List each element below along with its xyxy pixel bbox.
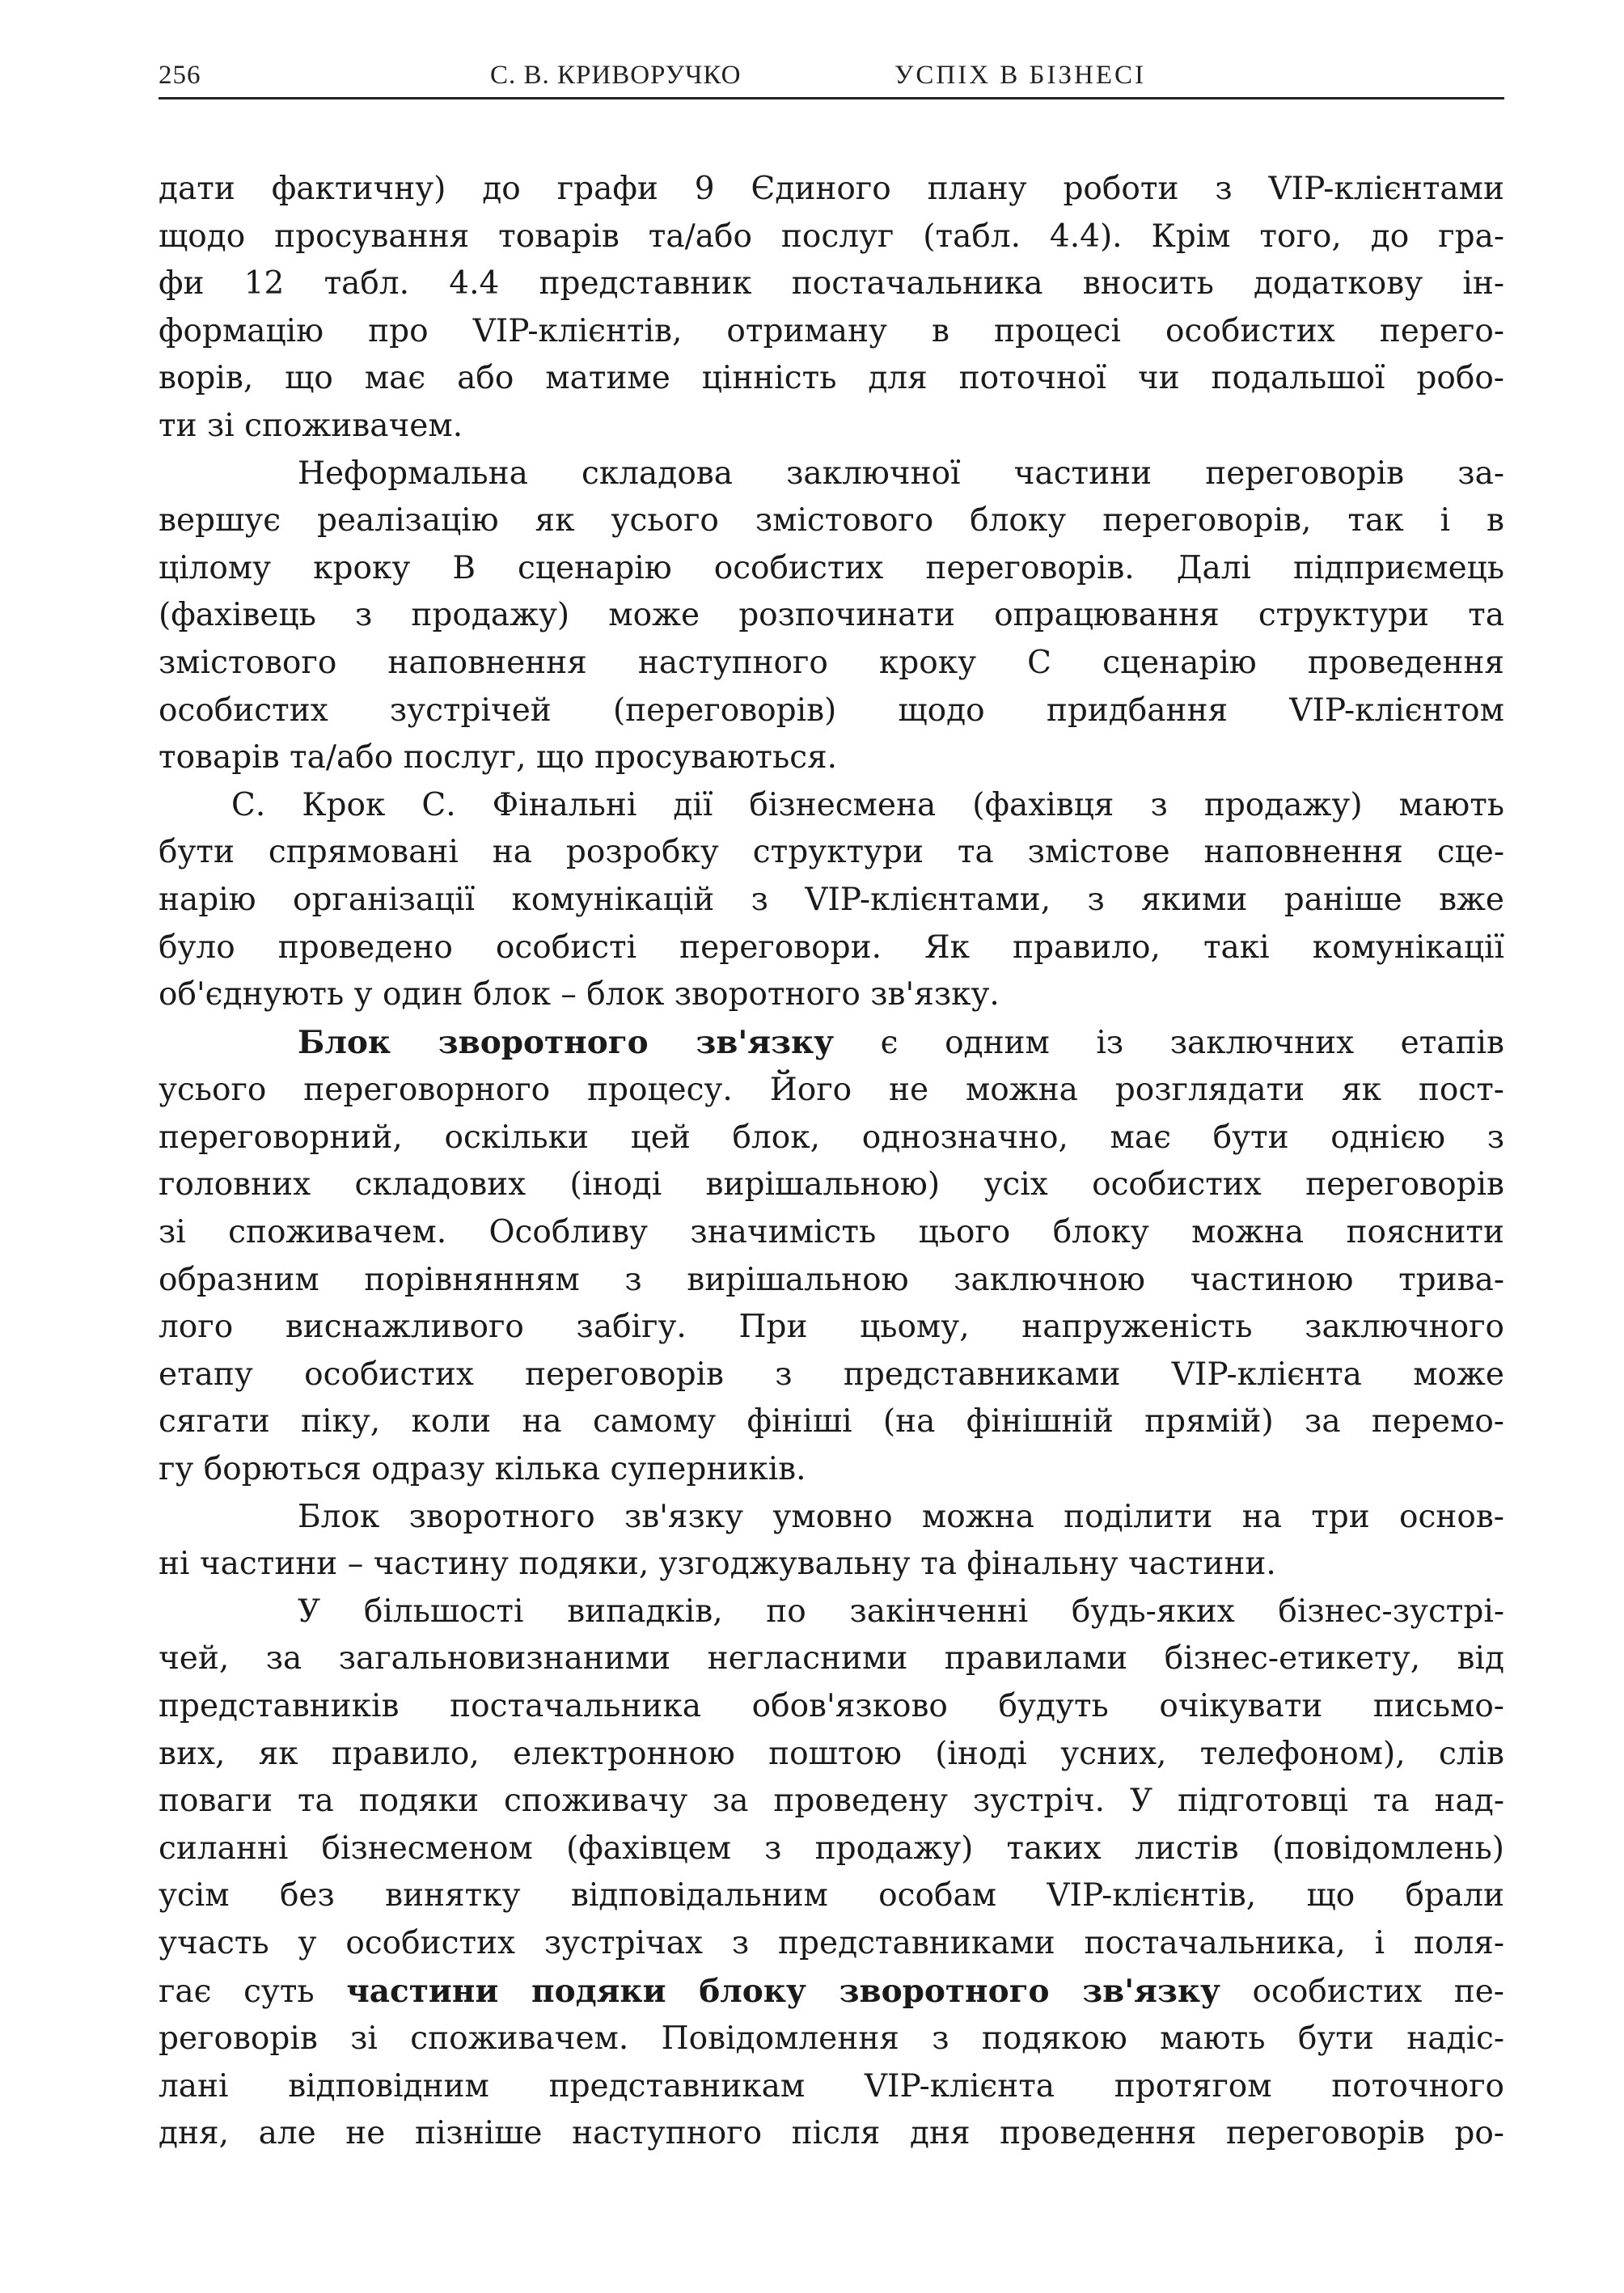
text-line: змістового наповнення наступного кроку С сценарію проведення	[159, 644, 1504, 681]
text-line: сягати піку, коли на самому фініші (на фінішній прямій) за перемо-	[159, 1403, 1504, 1441]
text-line: ти зі споживачем.	[159, 407, 463, 444]
text-line: дня, але не пізніше наступного після дня проведення переговорів ро-	[159, 2115, 1504, 2152]
text-line: було проведено особисті переговори. Як правило, такі комунікації	[159, 929, 1504, 966]
paragraph	[159, 1494, 1504, 1589]
text-line: об'єднують у один блок – блок зворотного зв'язку.	[159, 976, 1000, 1013]
text-line: ні частини – частину подяки, узгоджувальну та фінальну частини.	[159, 1546, 1276, 1583]
text-line: силанні бізнесменом (фахівцем з продажу) таких листів (повідомлень)	[159, 1830, 1504, 1867]
text-line: дати фактичну) до графи 9 Єдиного плану роботи з VIP-клієнтами	[159, 171, 1504, 207]
text-line: цілому кроку В сценарію особистих переговорів. Далі підприємець	[159, 549, 1504, 586]
text-line: У більшості випадків, по закінченні будь-яких бізнес-зустрі-	[298, 1593, 1504, 1630]
text-run: гає суть	[159, 1973, 347, 2010]
paragraph	[159, 1019, 1504, 1494]
text-run: особистих пе-	[1220, 1973, 1504, 2010]
text-run: є одним із заключних етапів	[834, 1024, 1504, 1061]
text-line: Блок зворотного зв'язку умовно можна поділити на три основ-	[298, 1498, 1504, 1535]
header-author: С. В. КРИВОРУЧКО	[490, 61, 742, 90]
text-line: образним порівнянням з вирішальною заключною частиною трива-	[159, 1261, 1504, 1298]
text-line: зі споживачем. Особливу значимість цього блоку можна пояснити	[159, 1214, 1504, 1251]
text-line: бути спрямовані на розробку структури та змістове наповнення сце-	[159, 834, 1504, 871]
text-line: чей, за загальновизнаними негласними правилами бізнес-етикету, від	[159, 1640, 1504, 1677]
paragraph	[159, 782, 1504, 1019]
text-line: реговорів зі споживачем. Повідомлення з подякою мають бути надіс-	[159, 2020, 1504, 2058]
text-line	[159, 1019, 1504, 1068]
text-line: представників постачальника обов'язково будуть очікувати письмо-	[159, 1688, 1504, 1724]
text-line: етапу особистих переговорів з представниками VIP-клієнта може	[159, 1356, 1504, 1393]
text-line: С. Крок С. Фінальні дії бізнесмена (фахівця з продажу) мають	[231, 786, 1504, 823]
text-line: ворів, що має або матиме цінність для поточної чи подальшої робо-	[159, 360, 1504, 397]
text-line: усього переговорного процесу. Його не можна розглядати як пост-	[159, 1072, 1504, 1109]
text-line: лого виснажливого забігу. При цьому, напруженість заключного	[159, 1309, 1504, 1346]
text-line: щодо просування товарів та/або послуг (табл. 4.4). Крім того, до гра-	[159, 218, 1504, 255]
text-line: гу борються одразу кілька суперників.	[159, 1451, 806, 1488]
paragraph	[159, 1589, 1504, 2158]
paragraph	[159, 451, 1504, 782]
bold-term: Блок зворотного зв'язку	[298, 1023, 835, 1061]
text-line	[159, 1968, 1504, 2016]
text-line: особистих зустрічей (переговорів) щодо придбання VIP-клієнтом	[159, 692, 1504, 729]
text-line: формацію про VIP-клієнтів, отриману в процесі особистих перего-	[159, 312, 1504, 349]
text-line: вих, як правило, електронною поштою (іноді усних, телефоном), слів	[159, 1735, 1504, 1772]
text-line: Неформальна складова заключної частини переговорів за-	[298, 455, 1504, 492]
header-book-title: УСПІХ В БІЗНЕСІ	[894, 61, 1146, 90]
text-line: фи 12 табл. 4.4 представник постачальника вносить додаткову ін-	[159, 265, 1504, 302]
bold-term: частини подяки блоку зворотного зв'язку	[346, 1972, 1220, 2010]
text-line: (фахівець з продажу) може розпочинати опрацювання структури та	[159, 597, 1504, 634]
text-line: нарію організації комунікацій з VIP-клієнтами, з якими раніше вже	[159, 881, 1504, 918]
text-line: поваги та подяки споживачу за проведену зустріч. У підготовці та над-	[159, 1783, 1504, 1820]
paragraph	[159, 166, 1504, 451]
text-line: головних складових (іноді вирішальною) усіх особистих переговорів	[159, 1166, 1504, 1204]
running-header	[159, 55, 1504, 99]
text-line: переговорний, оскільки цей блок, однозначно, має бути однією з	[159, 1119, 1504, 1156]
text-line: вершує реалізацію як усього змістового блоку переговорів, так і в	[159, 502, 1504, 539]
page-number: 256	[159, 61, 201, 90]
body-text	[159, 166, 1504, 2158]
text-line: усім без винятку відповідальним особам VIP-клієнтів, що брали	[159, 1877, 1504, 1914]
text-line: участь у особистих зустрічах з представниками постачальника, і поля-	[159, 1924, 1504, 1961]
text-line: товарів та/або послуг, що просуваються.	[159, 739, 838, 776]
text-line: лані відповідним представникам VIP-клієнта протягом поточного	[159, 2067, 1504, 2105]
